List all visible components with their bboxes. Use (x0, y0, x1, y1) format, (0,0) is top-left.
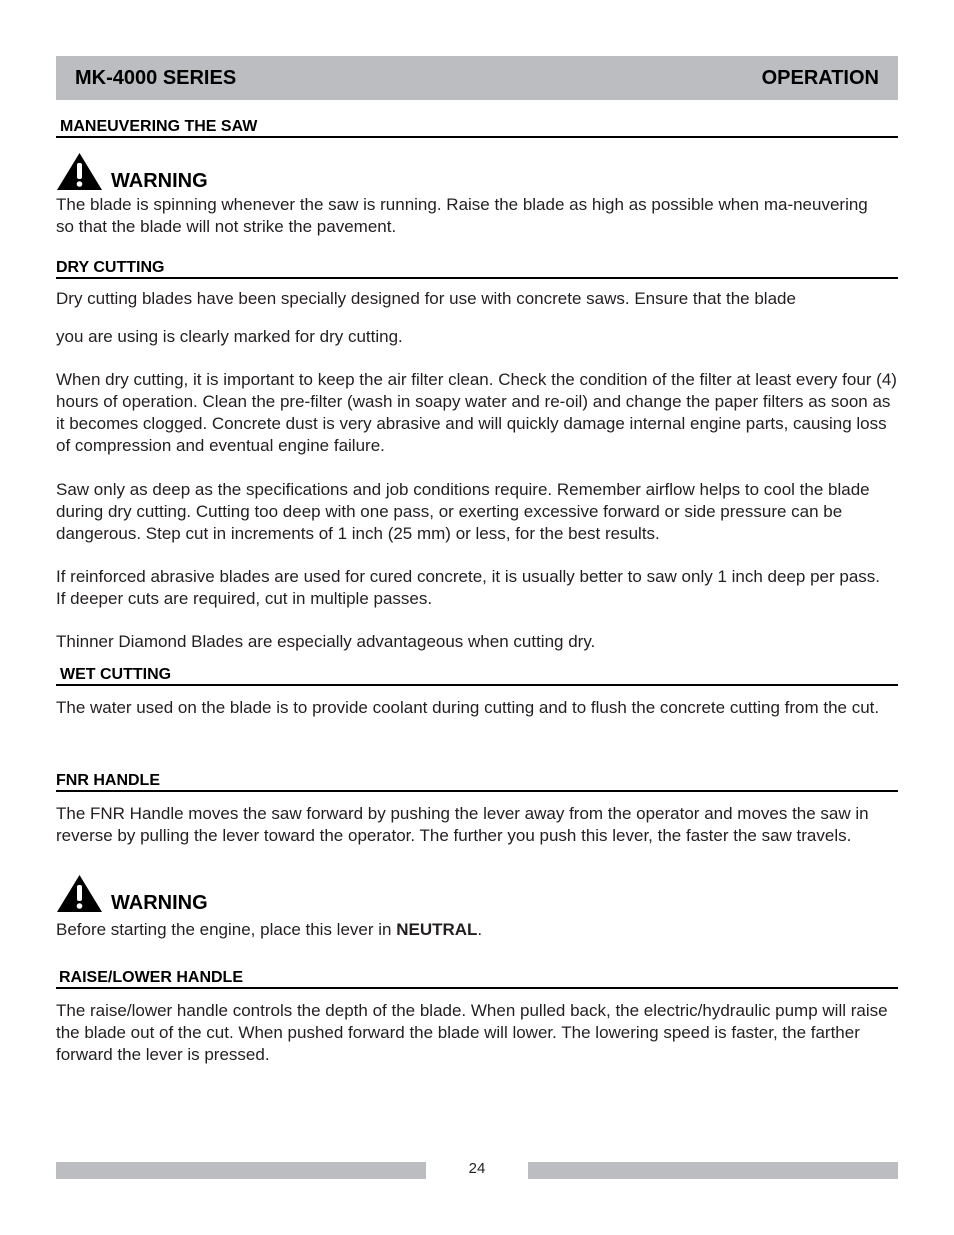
fnr-warning-neutral: NEUTRAL (396, 920, 478, 939)
warning-triangle-icon (56, 874, 103, 913)
dry-cutting-p1: Dry cutting blades have been specially designed for use with concrete saws. Ensure that the blade (56, 289, 796, 308)
page-number: 24 (468, 1160, 486, 1177)
dry-cutting-heading: DRY CUTTING (56, 259, 898, 279)
warning-label: WARNING (111, 170, 208, 192)
fnr-handle-heading: FNR HANDLE (56, 772, 898, 792)
raise-lower-heading: RAISE/LOWER HANDLE (56, 969, 898, 989)
dry-cutting-p3: Saw only as deep as the specifications and job conditions require. Remember airflow helps to cool the blade during dry cutting. Cutting too deep with one pass, or exerting excessive forward or side pressure can be dangerous. Step cut in increments of 1 inch (25 mm) or less, for the best results. (56, 480, 870, 543)
fnr-handle-p1: The FNR Handle moves the saw forward by pushing the lever away from the operator and moves the saw in reverse by pulling the lever toward the operator. The further you push this lever, the faster the saw travels. (56, 804, 869, 845)
fnr-warning-pre: Before starting the engine, place this lever in (56, 920, 397, 939)
fnr-warning-text (56, 919, 901, 941)
wet-cutting-heading: WET CUTTING (56, 666, 898, 686)
footer-bar-left (56, 1162, 426, 1179)
page-header (56, 56, 898, 100)
dry-cutting-p1b: you are using is clearly marked for dry cutting. (56, 327, 403, 346)
dry-cutting-p4: If reinforced abrasive blades are used for cured concrete, it is usually better to saw only 1 inch deep per pass. If deeper cuts are required, cut in multiple passes. (56, 567, 881, 608)
dry-cutting-p2: When dry cutting, it is important to keep the air filter clean. Check the condition of the filter at least every four (4) hours of operation. Clean the pre-filter (wash in soapy water and re-oil) and change the paper filters as soon as it becomes clogged. Concrete dust is very abrasive and will quickly damage internal engine parts, causing loss of compression and eventual engine failure. (56, 370, 897, 455)
footer-bar-right (528, 1162, 898, 1179)
warning-heading-1 (56, 152, 208, 191)
dry-cutting-p5: Thinner Diamond Blades are especially advantageous when cutting dry. (56, 632, 596, 651)
warning-label: WARNING (111, 892, 208, 914)
series-title: MK-4000 SERIES (75, 66, 237, 89)
fnr-warning-post: . (477, 920, 483, 939)
wet-cutting-p1: The water used on the blade is to provide coolant during cutting and to flush the concrete cutting from the cut. (56, 698, 880, 717)
warning-heading-2 (56, 874, 208, 913)
maneuvering-heading: MANEUVERING THE SAW (56, 118, 898, 138)
section-title: OPERATION (761, 66, 879, 89)
raise-lower-p1: The raise/lower handle controls the depth of the blade. When pulled back, the electric/hydraulic pump will raise the blade out of the cut. When pushed forward the blade will lower. The lowering speed is faster, the farther forward the lever is pressed. (56, 1001, 888, 1064)
maneuvering-warning-text: The blade is spinning whenever the saw is running. Raise the blade as high as possible when ma-neuvering so that the blade will not strike the pavement. (56, 195, 868, 236)
warning-triangle-icon (56, 152, 103, 191)
